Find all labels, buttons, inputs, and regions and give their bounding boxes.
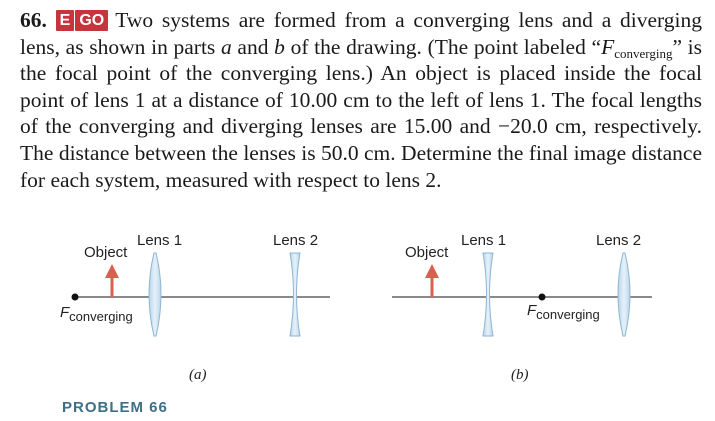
converging-lens-b (618, 253, 630, 336)
focal-label-a-subscript: converging (69, 309, 133, 324)
problem-text-1: Two systems are formed from a converging lens and a diverging lens, as shown in parts (20, 8, 702, 59)
lens2-label-a: Lens 2 (273, 232, 319, 249)
lens2-label-b: Lens 2 (596, 232, 642, 249)
caption-b: (b) (511, 367, 529, 383)
diverging-lens-b (483, 253, 493, 336)
problem-text-2: and (231, 34, 275, 59)
focal-label-a (60, 304, 133, 324)
caption-a: (a) (189, 367, 207, 383)
part-a-ref: a (220, 34, 232, 59)
lens1-label-a: Lens 1 (137, 232, 183, 249)
focal-label-b-subscript: converging (536, 307, 600, 322)
focal-label-b (527, 302, 600, 322)
diverging-lens-a (290, 253, 300, 336)
focal-label-b-symbol: F (527, 302, 537, 319)
focal-symbol: F (601, 34, 615, 59)
focal-point-dot-a (72, 294, 79, 301)
lens1-label-b: Lens 1 (461, 232, 507, 249)
object-arrow-b (425, 264, 439, 297)
difficulty-badge-e: E (56, 10, 75, 31)
problem-text-4: ” is the focal point of the converging lens.) An object is placed inside the focal point of lens 1 at a distance of 10.00 cm to the left of lens 1. The focal lengths of the converging and diverging lenses are 15.00 and −20.0 cm, respectively. The distance between the lenses is 50.0 cm. Determine the final image distance for each system, measured with respect to lens 2. (20, 34, 703, 192)
problem-tag: PROBLEM 66 (62, 399, 168, 416)
part-b-ref: b (274, 34, 285, 59)
problem-number: 66. (20, 8, 47, 32)
converging-lens-a (149, 253, 161, 336)
object-label-a: Object (84, 244, 128, 261)
problem-text-3: of the drawing. (The point labeled “ (284, 34, 602, 59)
focal-point-dot-b (539, 294, 546, 301)
focal-label-a-symbol: F (60, 304, 70, 321)
object-arrow-a (105, 264, 119, 297)
go-badge: GO (75, 10, 108, 31)
focal-subscript: converging (614, 45, 673, 61)
object-label-b: Object (405, 244, 449, 261)
